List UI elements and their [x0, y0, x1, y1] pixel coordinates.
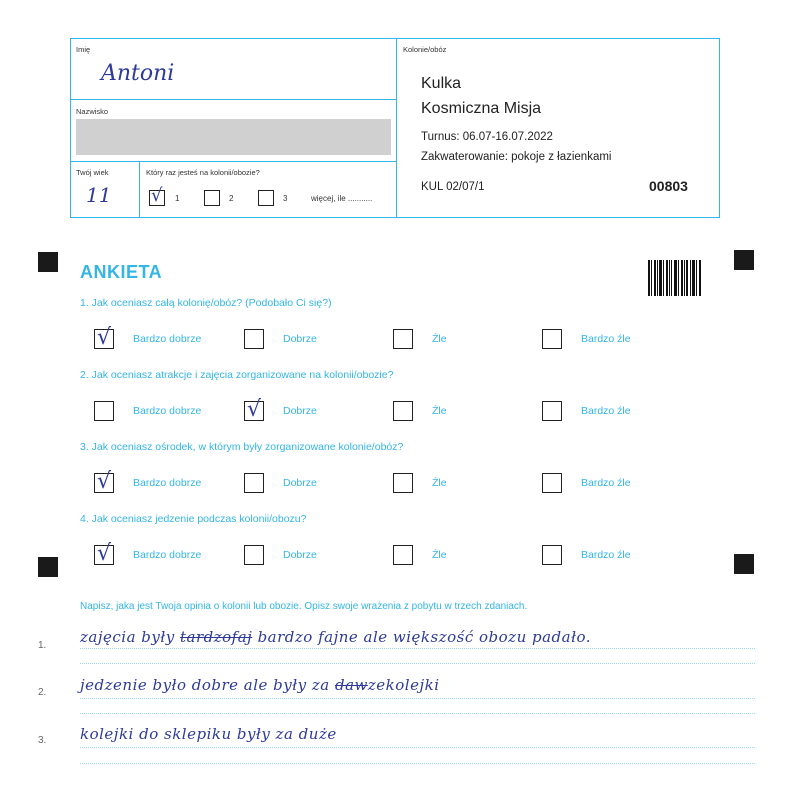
camp-name-1: Kulka	[421, 75, 462, 92]
ktory-raz-label: Który raz jesteś na kolonii/obozie?	[146, 168, 260, 177]
nazwisko-label: Nazwisko	[76, 107, 109, 116]
opinion-line-3[interactable]	[80, 725, 337, 743]
q4-option-bardzo-zle-checkbox[interactable]	[542, 545, 562, 565]
q3-option-zle-label: Źle	[432, 477, 447, 489]
opinion-line-3-text: kolejki do sklepiku były za duże	[80, 725, 337, 743]
q3-option-bardzo-dobrze-label: Bardzo dobrze	[133, 477, 202, 489]
q3-option-dobrze-checkbox[interactable]	[244, 473, 264, 493]
age-divider	[139, 161, 140, 217]
question-1: 1. Jak oceniasz całą kolonię/obóz? (Podobało Ci się?)	[80, 297, 332, 309]
opinion-dotted-line	[80, 763, 755, 764]
opinion-dotted-line	[80, 648, 755, 649]
q2-option-bardzo-dobrze-checkbox[interactable]	[94, 401, 114, 421]
visit-option-3-label: 3	[283, 194, 288, 203]
opinion-dotted-line	[80, 663, 755, 664]
q2-option-zle-label: Źle	[432, 405, 447, 417]
row-divider	[71, 161, 396, 162]
registration-mark	[734, 250, 754, 270]
line-number: 3.	[38, 735, 47, 746]
survey-title: ANKIETA	[80, 262, 163, 282]
zakwaterowanie: Zakwaterowanie: pokoje z łazienkami	[421, 151, 612, 163]
q2-option-bardzo-zle-label: Bardzo źle	[581, 405, 631, 417]
check-icon: √	[97, 325, 112, 350]
q1-option-dobrze-checkbox[interactable]	[244, 329, 264, 349]
turnus: Turnus: 06.07-16.07.2022	[421, 131, 553, 143]
opinion-dotted-line	[80, 698, 755, 699]
opinion-line-2-text-after: zekolejki	[367, 676, 440, 694]
imie-value[interactable]: Antoni	[101, 61, 175, 86]
q1-option-bardzo-zle-checkbox[interactable]	[542, 329, 562, 349]
check-icon: √	[97, 541, 112, 566]
q1-option-bardzo-zle-label: Bardzo źle	[581, 333, 631, 345]
visit-option-2-label: 2	[229, 194, 234, 203]
opinion-dotted-line	[80, 713, 755, 714]
wiecej-label: więcej, ile ...........	[311, 194, 373, 203]
q3-option-dobrze-label: Dobrze	[283, 477, 317, 489]
row-divider	[71, 99, 396, 100]
header-form	[70, 38, 720, 218]
opinion-line-2-struck: daw	[334, 676, 368, 694]
q2-option-bardzo-dobrze-label: Bardzo dobrze	[133, 405, 202, 417]
registration-mark	[734, 554, 754, 574]
q3-option-bardzo-zle-checkbox[interactable]	[542, 473, 562, 493]
visit-option-1-label: 1	[175, 194, 180, 203]
wiek-label: Twój wiek	[76, 168, 109, 177]
q4-option-dobrze-checkbox[interactable]	[244, 545, 264, 565]
nazwisko-redacted-field[interactable]	[76, 119, 391, 155]
opinion-line-1-text-after: bardzo fajne ale większość obozu padało.	[252, 628, 592, 646]
opinion-line-2[interactable]	[80, 676, 440, 694]
q1-option-zle-label: Źle	[432, 333, 447, 345]
wiek-value[interactable]: 11	[86, 183, 112, 207]
q3-option-bardzo-dobrze-checkbox[interactable]	[94, 469, 114, 494]
visit-option-2-checkbox[interactable]	[204, 190, 220, 206]
visit-option-1-checkbox[interactable]	[149, 185, 165, 206]
camp-name-2: Kosmiczna Misja	[421, 100, 542, 117]
q2-option-dobrze-label: Dobrze	[283, 405, 317, 417]
q4-option-bardzo-zle-label: Bardzo źle	[581, 549, 631, 561]
q4-option-bardzo-dobrze-label: Bardzo dobrze	[133, 549, 202, 561]
question-3: 3. Jak oceniasz ośrodek, w którym były zorganizowane kolonie/obóz?	[80, 441, 404, 453]
q4-option-zle-checkbox[interactable]	[393, 545, 413, 565]
registration-mark	[38, 252, 58, 272]
opinion-line-1[interactable]	[80, 628, 591, 646]
check-icon: √	[151, 185, 163, 206]
line-number: 1.	[38, 640, 47, 651]
opinion-prompt: Napisz, jaka jest Twoja opinia o kolonii lub obozie. Opisz swoje wrażenia z pobytu w trzech zdaniach.	[80, 601, 528, 612]
check-icon: √	[247, 397, 262, 422]
opinion-line-1-struck: tardzofaj	[179, 628, 253, 646]
q4-option-dobrze-label: Dobrze	[283, 549, 317, 561]
opinion-line-1-text: zajęcia były	[80, 628, 180, 646]
imie-label: Imię	[76, 45, 91, 54]
camp-code: KUL 02/07/1	[421, 181, 485, 193]
line-number: 2.	[38, 687, 47, 698]
opinion-dotted-line	[80, 747, 755, 748]
q1-option-zle-checkbox[interactable]	[393, 329, 413, 349]
q2-option-dobrze-checkbox[interactable]	[244, 397, 264, 422]
q2-option-bardzo-zle-checkbox[interactable]	[542, 401, 562, 421]
q4-option-bardzo-dobrze-checkbox[interactable]	[94, 541, 114, 566]
q2-option-zle-checkbox[interactable]	[393, 401, 413, 421]
check-icon: √	[97, 469, 112, 494]
form-number: 00803	[649, 178, 688, 194]
visit-option-3-checkbox[interactable]	[258, 190, 274, 206]
q4-option-zle-label: Źle	[432, 549, 447, 561]
q1-option-bardzo-dobrze-label: Bardzo dobrze	[133, 333, 202, 345]
q3-option-zle-checkbox[interactable]	[393, 473, 413, 493]
column-divider	[396, 39, 397, 217]
q3-option-bardzo-zle-label: Bardzo źle	[581, 477, 631, 489]
opinion-line-2-text: jedzenie było dobre ale były za	[80, 676, 335, 694]
question-4: 4. Jak oceniasz jedzenie podczas kolonii/obozu?	[80, 513, 307, 525]
registration-mark	[38, 557, 58, 577]
q1-option-dobrze-label: Dobrze	[283, 333, 317, 345]
kolonie-label: Kolonie/obóz	[403, 45, 447, 54]
barcode-icon	[648, 260, 702, 296]
q1-option-bardzo-dobrze-checkbox[interactable]	[94, 325, 114, 350]
question-2: 2. Jak oceniasz atrakcje i zajęcia zorganizowane na kolonii/obozie?	[80, 369, 394, 381]
